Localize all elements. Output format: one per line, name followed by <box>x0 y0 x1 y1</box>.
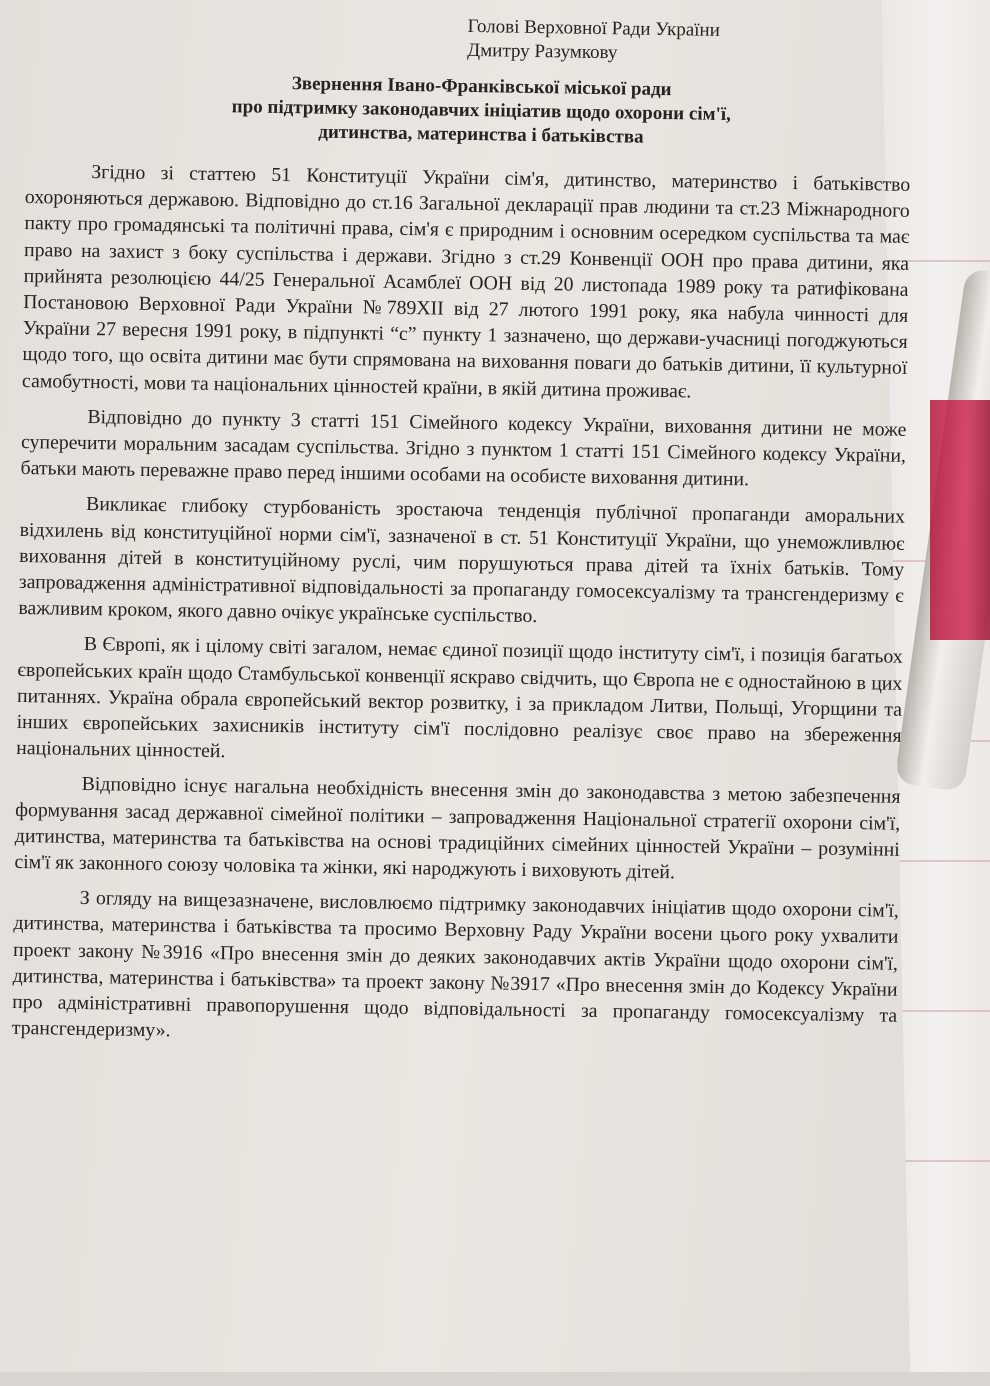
addressee-block <box>467 15 828 69</box>
letter-title <box>146 70 817 153</box>
paragraph: Викликає глибоку стурбованість зростаюча тенденція публічної пропаганди аморальних відхилень від конституційної норми сім'ї, зазначеної в ст. 51 Конституції України, що унеможливлює виховання дітей в конституційному руслі, чим порушуються права дітей та їхніх батьків. Тому запровадження адміністративної відповідальності за пропаганду гомосексуалізму та трансгендеризму є важливим кроком, якого давно очікує українське суспільство. <box>18 493 906 628</box>
title-line-2: про підтримку законодавчих ініціатив щодо охорони сім'ї, <box>231 96 732 126</box>
title-line-3: дитинства, материнства і батьківства <box>318 121 644 148</box>
letter-body <box>11 158 910 1064</box>
paragraph: Згідно зі статтею 51 Конституції України сім'я, дитинство, материнство і батьківство охороняються державою. Відповідно до ст.16 Загальної декларації прав людини та ст.23 Міжнародного пакту про громадянські та політичні права, сім'я є природним і основним осередком суспільства та має право на захист з боку суспільства і держави. Згідно з ст.29 Конвенції ООН про права дитини, яка прийнята резолюцією 44/25 Генеральної Асамблеї ООН від 20 листопада 1989 року та ратифікована Постановою Верховної Ради України №789XII від 27 лютого 1991 року, яка набула чинності для України 27 вересня 1991 року, в підпункті “с” пункту 1 зазначено, що держави-учасниці погоджуються щодо того, що освіта дитини має бути спрямована на виховання поваги до батьків дитини, її культурної самобутності, мови та національних цінностей країни, в якій дитина проживає. <box>21 161 911 403</box>
addressee-line-1: Голові Верховної Ради України <box>467 15 721 41</box>
addressee-line-2: Дмитру Разумкову <box>467 39 618 64</box>
paragraph: З огляду на вищезазначене, висловлюємо підтримку законодавчих ініціатив щодо охорони сім'ї, дитинства, материнства і батьківства та просимо Верховну Раду України восени цього року ухвалити проект закону №3916 «Про внесення змін до деяких законодавчих актів України щодо охорони сім'ї, дитинства, материнства і батьківства» та проект закону №3917 «Про внесення змін до Кодексу України про адміністративні правопорушення щодо відповідальності за пропаганду гомосексуалізму та трансгендеризму». <box>11 887 899 1042</box>
letter <box>6 0 932 1386</box>
title-line-1: Звернення Івано-Франківської міської ради <box>291 73 672 101</box>
paragraph: Відповідно до пункту 3 статті 151 Сімейного кодексу України, виховання дитини не може суперечити моральним засадам суспільства. Згідно з пунктом 1 статті 151 Сімейного кодексу України, батьки мають переважне право перед іншими особами на особисте виховання дитини. <box>20 405 907 491</box>
paragraph: Відповідно існує нагальна необхідність внесення змін до законодавства з метою забезпечення формування засад державної сімейної політики – запровадження Національної стратегії охорони сім'ї, дитинства, материнства та батьківства на основі традиційних сімейних цінностей України – розумінні сім'ї як законного союзу чоловіка та жінки, які народжують і виховують дітей. <box>14 773 901 884</box>
paragraph: В Європі, як і цілому світі загалом, немає єдиної позиції щодо інституту сім'ї, і позиція багатьох європейських країн щодо Стамбульської конвенції яскраво свідчить, що Європа не є одностайною в цих питаннях. Україна обрала європейський вектор розвитку, і за прикладом Литви, Польщі, Угорщини та інших європейських захисників інституту сім'ї послідовно реалізує своє право на збереження національних цінностей. <box>16 633 903 763</box>
pen-red-band <box>930 400 990 640</box>
